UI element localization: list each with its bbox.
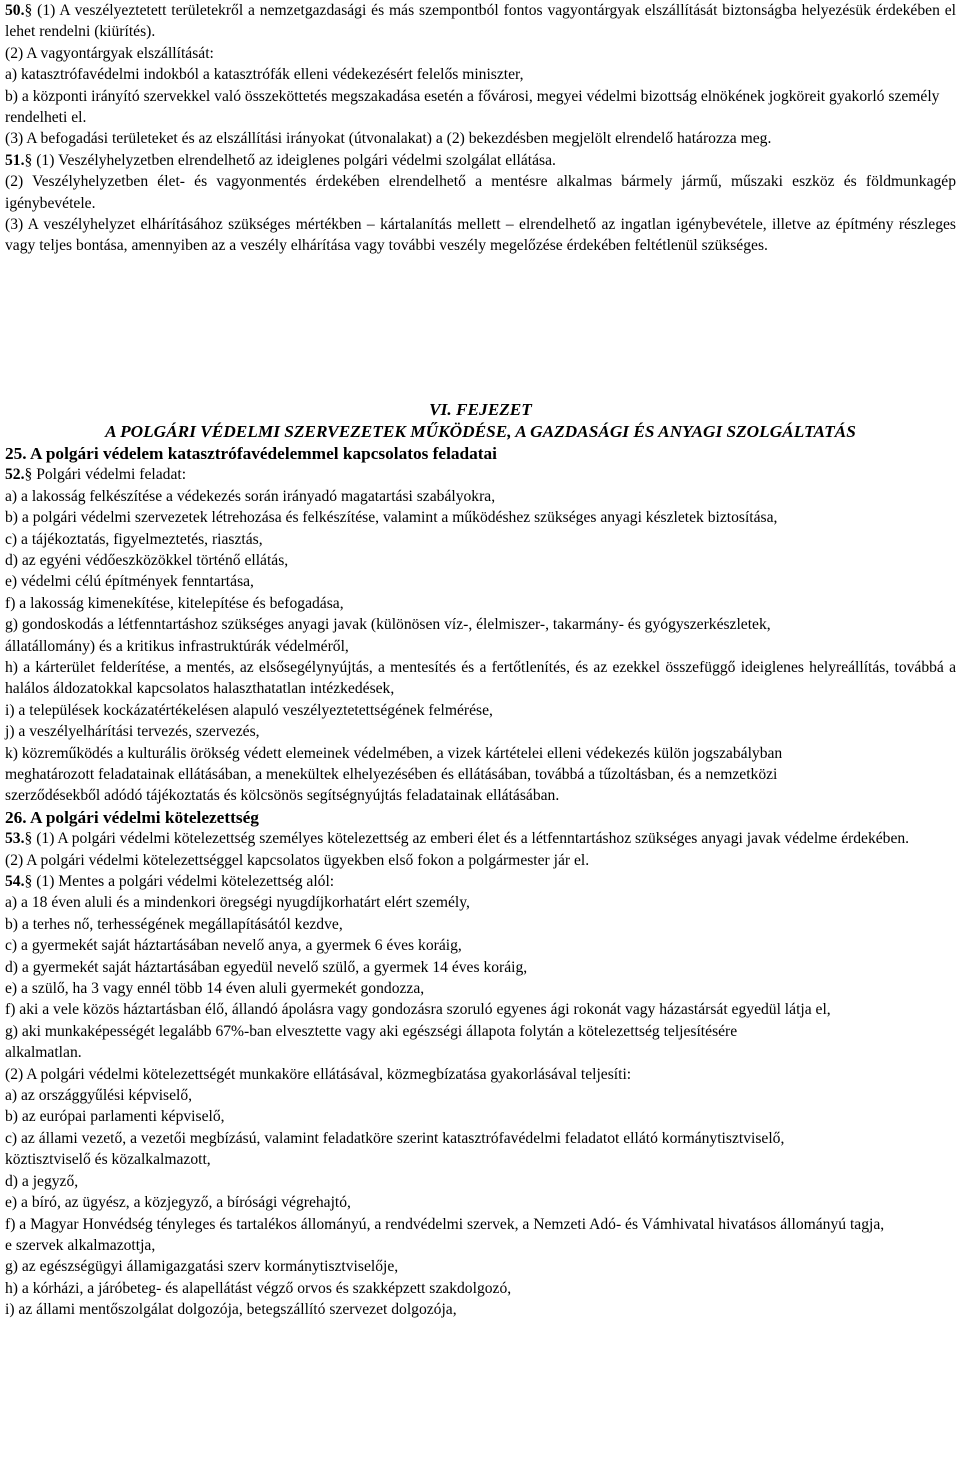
list-item: g) az egészségügyi államigazgatási szerv kormánytisztviselője, xyxy=(5,1258,399,1276)
paragraph-52 xyxy=(5,464,956,485)
list-item: e) a szülő, ha 3 vagy ennél több 14 éven aluli gyermekét gondozza, xyxy=(5,980,425,998)
paragraph-text: a) katasztrófavédelmi indokból a katasztrófák elleni védekezésért felelős miniszter, xyxy=(5,66,524,84)
section-52 xyxy=(5,464,956,807)
list-item: f) aki a vele közös háztartásban élő, állandó ápolásra vagy gondozásra szoruló egyenes ági rokonát vagy házastársát egyedül látja el, xyxy=(5,1001,831,1019)
list-item: h) a kórházi, a járóbeteg- és alapellátást végző orvos és szakképzett szakdolgozó, xyxy=(5,1279,512,1297)
list-item: h) a kárterület felderítése, a mentés, az elsősegélynyújtás, a mentesítés és a fertőtlenítés, és az ezekkel összefüggő ideiglenes helyreállítás, továbbá a halálos áldozatokkal kapcsolatos halaszthatatlan intézkedések, xyxy=(5,658,956,698)
section-sign-icon: § xyxy=(24,830,33,848)
list-item: f) a Magyar Honvédség tényleges és tartalékos állományú, a rendvédelmi szervek, a Nemzeti Adó- és Vámhivatal hivatásos állományú tagja, e szervek alkalmazottja, xyxy=(5,1215,885,1254)
list-item: e) a bíró, az ügyész, a közjegyző, a bírósági végrehajtó, xyxy=(5,1194,351,1212)
list-item: c) az állami vezető, a vezetői megbízású, valamint feladatköre szerint katasztrófavédelmi feladatot ellátó kormánytisztviselő, köztisztviselő és közalkalmazott, xyxy=(5,1129,785,1169)
section-53-54 xyxy=(5,828,956,1320)
blank-space xyxy=(5,257,956,399)
paragraph-text: b) a központi irányító szervekkel való összeköttetés megszakadása esetén a fővárosi, megyei védelmi bizottság elnökének jogköreit gyakorló személy rendelheti el. xyxy=(5,87,940,127)
list-item: c) a gyermekét saját háztartásában nevelő anya, a gyermek 6 éves koráig, xyxy=(5,937,462,955)
paragraph-text: (3) A befogadási területeket és az elszállítási irányokat (útvonalakat) a (2) bekezdésben megjelölt elrendelő határozza meg. xyxy=(5,130,772,148)
paragraph-number: 51. xyxy=(5,151,25,169)
section-heading-26: 26. A polgári védelmi kötelezettség xyxy=(5,807,259,827)
list-item: g) gondoskodás a létfenntartáshoz szükséges anyagi javak (különösen víz-, élelmiszer-, takarmány- és gyógyszerkészletek, állatállomány) és a kritikus infrastruktúrák védelméről, xyxy=(5,616,771,655)
section-50-51 xyxy=(5,0,956,257)
list-item: k) közreműködés a kulturális örökség védett elemeinek védelmében, a vizek kártételei elleni védekezés külön jogszabályban meghatározott feladatainak ellátásában, a menekültek elhelyezésében és ellátásában, továbbá a tűzoltásban, és a nemzetközi szerződésekből adódó tájékoztatás és kölcsönös segítségnyújtás feladatainak ellátásában. xyxy=(5,744,783,805)
paragraph-50 xyxy=(5,0,956,43)
list-item: b) a terhes nő, terhességének megállapításától kezdve, xyxy=(5,915,343,933)
list-item: a) a 18 éven aluli és a mindenkori öregségi nyugdíjkorhatárt elért személy, xyxy=(5,894,470,912)
paragraph-text: (2) Veszélyhelyzetben élet- és vagyonmentés érdekében elrendelhető a mentésre alkalmas bármely jármű, műszaki eszköz és földmunkagép igénybevétele. xyxy=(5,173,956,212)
paragraph-text: (2) A polgári védelmi kötelezettségét munkaköre ellátásával, közmegbízatása gyakorlásával teljesíti: xyxy=(5,1065,632,1083)
list-item: c) a tájékoztatás, figyelmeztetés, riasztás, xyxy=(5,530,263,548)
section-sign-icon: § xyxy=(24,873,33,890)
chapter-title: A POLGÁRI VÉDELMI SZERVEZETEK MŰKÖDÉSE, A GAZDASÁGI ÉS ANYAGI SZOLGÁLTATÁS xyxy=(105,421,856,441)
paragraph-number: 54. xyxy=(5,873,25,890)
list-item: a) a lakosság felkészítése a védekezés során irányadó magatartási szabályokra, xyxy=(5,487,496,505)
paragraph-number: 53. xyxy=(5,830,25,848)
paragraph-text: (1) Veszélyhelyzetben elrendelhető az ideiglenes polgári védelmi szolgálat ellátása. xyxy=(36,151,556,169)
list-item: b) az európai parlamenti képviselő, xyxy=(5,1108,225,1126)
paragraph-text: Polgári védelmi feladat: xyxy=(36,466,187,484)
paragraph-number: 52. xyxy=(5,466,25,484)
list-item: d) a gyermekét saját háztartásában egyedül nevelő szülő, a gyermek 14 éves koráig, xyxy=(5,958,528,976)
list-item: f) a lakosság kimenekítése, kitelepítése és befogadása, xyxy=(5,594,344,612)
section-sign-icon: § xyxy=(24,2,33,19)
section-sign-icon: § xyxy=(24,151,33,169)
paragraph-53 xyxy=(5,828,956,849)
chapter-number: VI. FEJEZET xyxy=(429,399,532,419)
paragraph-number: 50. xyxy=(5,2,25,19)
list-item: j) a veszélyelhárítási tervezés, szervezés, xyxy=(5,723,260,741)
paragraph-text: (1) Mentes a polgári védelmi kötelezettség alól: xyxy=(36,873,335,890)
section-heading-25: 25. A polgári védelem katasztrófavédelemmel kapcsolatos feladatai xyxy=(5,443,497,463)
list-item: d) az egyéni védőeszközökkel történő ellátás, xyxy=(5,551,289,569)
list-item: i) az állami mentőszolgálat dolgozója, betegszállító szervezet dolgozója, xyxy=(5,1301,457,1319)
paragraph-text: (1) A veszélyeztetett területekről a nemzetgazdasági és más szempontból fontos vagyontárgyak elszállítását biztonságba helyezésük érdekében el lehet rendelni (kiürítés). xyxy=(5,2,956,41)
paragraph-text: (3) A veszélyhelyzet elhárításához szükséges mértékben – kártalanítás mellett – elrendelhető az ingatlan igénybevétele, illetve az építmény részleges vagy teljes bontása, amennyiben az a veszély elhárítása vagy további veszély megelőzése érdekében feltétlenül szükséges. xyxy=(5,216,956,255)
chapter-header xyxy=(5,399,956,443)
paragraph-text: (1) A polgári védelmi kötelezettség személyes kötelezettség az emberi élet és a létfenntartáshoz szükséges anyagi javak védelme érdekében. xyxy=(36,830,910,848)
list-item: g) aki munkaképességét legalább 67%-ban elvesztette vagy aki egészségi állapota folytán a kötelezettség teljesítésére alkalmatlan. xyxy=(5,1022,738,1062)
list-item: e) védelmi célú építmények fenntartása, xyxy=(5,573,254,591)
list-item: b) a polgári védelmi szervezetek létrehozása és felkészítése, valamint a működéshez szükséges anyagi készletek biztosítása, xyxy=(5,509,778,527)
paragraph-51 xyxy=(5,150,956,171)
section-sign-icon: § xyxy=(24,466,33,484)
list-item: a) az országgyűlési képviselő, xyxy=(5,1087,193,1105)
paragraph-text: (2) A vagyontárgyak elszállítását: xyxy=(5,44,214,62)
list-item: i) a települések kockázatértékelésen alapuló veszélyeztetettségének felmérése, xyxy=(5,701,493,719)
list-item: d) a jegyző, xyxy=(5,1172,79,1190)
paragraph-54 xyxy=(5,871,956,892)
paragraph-text: (2) A polgári védelmi kötelezettséggel kapcsolatos ügyekben első fokon a polgármester jár el. xyxy=(5,851,590,869)
